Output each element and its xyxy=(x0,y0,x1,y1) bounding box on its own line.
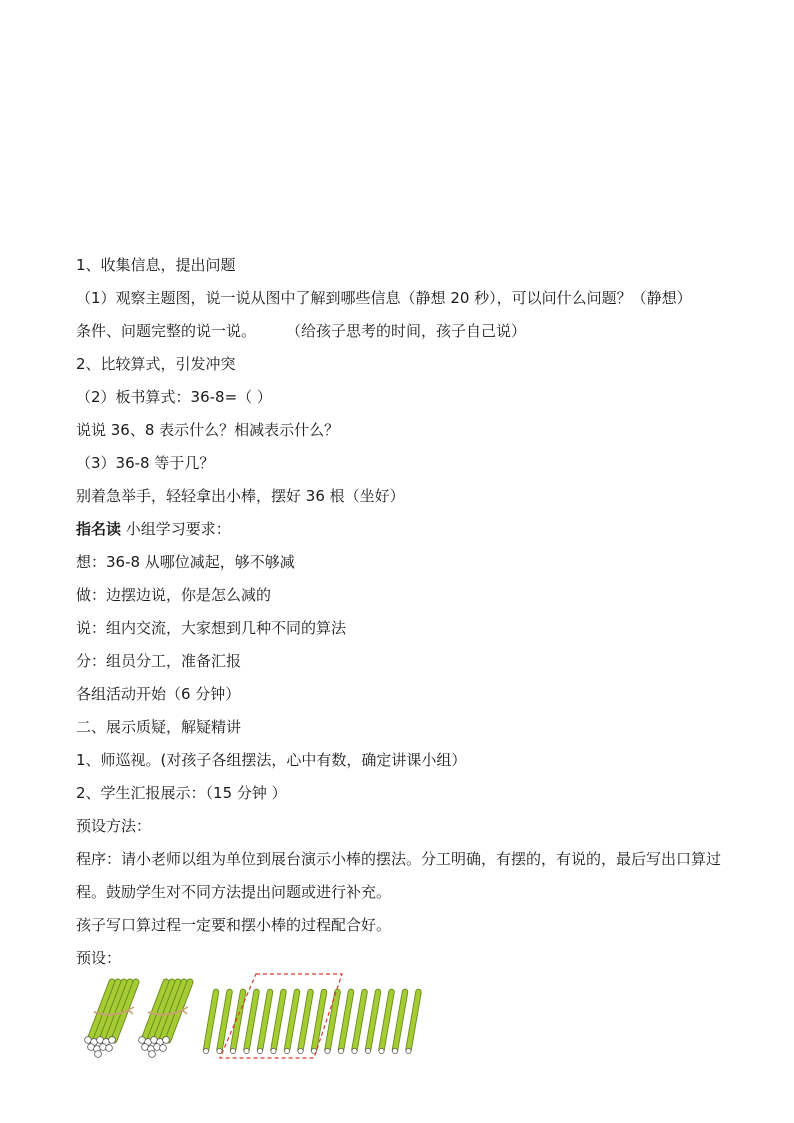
stick-end xyxy=(95,1051,102,1058)
sticks-illustration xyxy=(80,968,440,1068)
loose-stick-end xyxy=(203,1048,208,1053)
section-1-paragraph-1: （1）观察主题图，说一说从图中了解到哪些信息（静想 20 秒），可以问什么问题？（静想） xyxy=(76,289,692,307)
loose-sticks xyxy=(203,992,418,1054)
loose-stick-end xyxy=(271,1048,276,1053)
loose-stick-end xyxy=(338,1048,343,1053)
preset-methods-label: 预设方法： xyxy=(76,817,152,835)
part-2-item-1: 1、师巡视。(对孩子各组摆法，心中有数，确定讲课小组） xyxy=(76,751,467,769)
loose-stick xyxy=(368,992,378,1050)
loose-stick xyxy=(341,992,351,1050)
loose-stick xyxy=(395,992,405,1050)
section-2-paragraph-4: 别着急举手，轻轻拿出小棒，摆好 36 根（坐好） xyxy=(76,487,405,505)
say-line: 说：组内交流，大家想到几种不同的算法 xyxy=(76,619,347,637)
loose-stick-end xyxy=(284,1048,289,1053)
loose-stick xyxy=(206,992,216,1050)
section-1-paragraph-2a: 条件、问题完整的说一说。 xyxy=(76,322,257,340)
loose-stick-end xyxy=(217,1048,222,1053)
loose-stick xyxy=(233,992,243,1050)
loose-stick-end xyxy=(392,1048,397,1053)
think-line: 想：36-8 从哪位减起，够不够减 xyxy=(76,553,295,571)
section-2-paragraph-3: （3）36-8 等于几？ xyxy=(76,454,215,472)
activity-start-line: 各组活动开始（6 分钟） xyxy=(76,685,241,703)
loose-stick-end xyxy=(352,1048,357,1053)
do-line: 做：边摆边说，你是怎么减的 xyxy=(76,586,272,604)
stick-end xyxy=(106,1045,113,1052)
procedure-paragraph: 程序：请小老师以组为单位到展台演示小棒的摆法。分工明确，有摆的，有说的，最后写出口算过程。鼓励学生对不同方法提出问题或进行补充。 xyxy=(76,850,722,901)
stick-bundle xyxy=(139,982,190,1057)
section-2-paragraph-2: 说说 36、8 表示什么？相减表示什么？ xyxy=(76,421,340,439)
requirements-line xyxy=(76,519,231,539)
stick-end xyxy=(160,1045,167,1052)
part-2-title: 二、展示质疑，解疑精讲 xyxy=(76,718,242,736)
loose-stick-end xyxy=(365,1048,370,1053)
preset-label: 预设： xyxy=(76,949,122,967)
part-2-item-2: 2、学生汇报展示：（15 分钟 ） xyxy=(76,784,287,802)
loose-stick xyxy=(287,992,297,1050)
loose-stick xyxy=(260,992,270,1050)
loose-stick xyxy=(355,992,365,1050)
requirements-text: 小组学习要求： xyxy=(125,520,231,538)
loose-stick xyxy=(301,992,311,1050)
stick-end xyxy=(149,1051,156,1058)
loose-stick-end xyxy=(298,1048,303,1053)
loose-stick-end xyxy=(257,1048,262,1053)
loose-stick xyxy=(382,992,392,1050)
loose-stick-end xyxy=(379,1048,384,1053)
divide-line: 分：组员分工，准备汇报 xyxy=(76,652,242,670)
stick-bundles xyxy=(85,982,190,1057)
section-2-title: 2、比较算式，引发冲突 xyxy=(76,355,236,373)
section-1-paragraph-2 xyxy=(76,321,526,341)
loose-stick-end xyxy=(244,1048,249,1053)
loose-stick xyxy=(409,992,419,1050)
stick-bundle xyxy=(85,982,136,1057)
requirements-label: 指名读 xyxy=(76,520,122,538)
loose-stick xyxy=(247,992,257,1050)
stick-end xyxy=(163,1037,170,1044)
section-2-paragraph-1: （2）板书算式：36-8=（ ） xyxy=(76,388,272,406)
stick-end xyxy=(109,1037,116,1044)
loose-stick xyxy=(220,992,230,1050)
loose-stick-end xyxy=(325,1048,330,1053)
loose-stick-end xyxy=(230,1048,235,1053)
loose-stick xyxy=(274,992,284,1050)
section-1-title: 1、收集信息，提出问题 xyxy=(76,256,236,274)
section-1-paragraph-2b: （给孩子思考的时间，孩子自己说） xyxy=(286,322,527,340)
coordinate-line: 孩子写口算过程一定要和摆小棒的过程配合好。 xyxy=(76,916,392,934)
loose-stick-end xyxy=(406,1048,411,1053)
